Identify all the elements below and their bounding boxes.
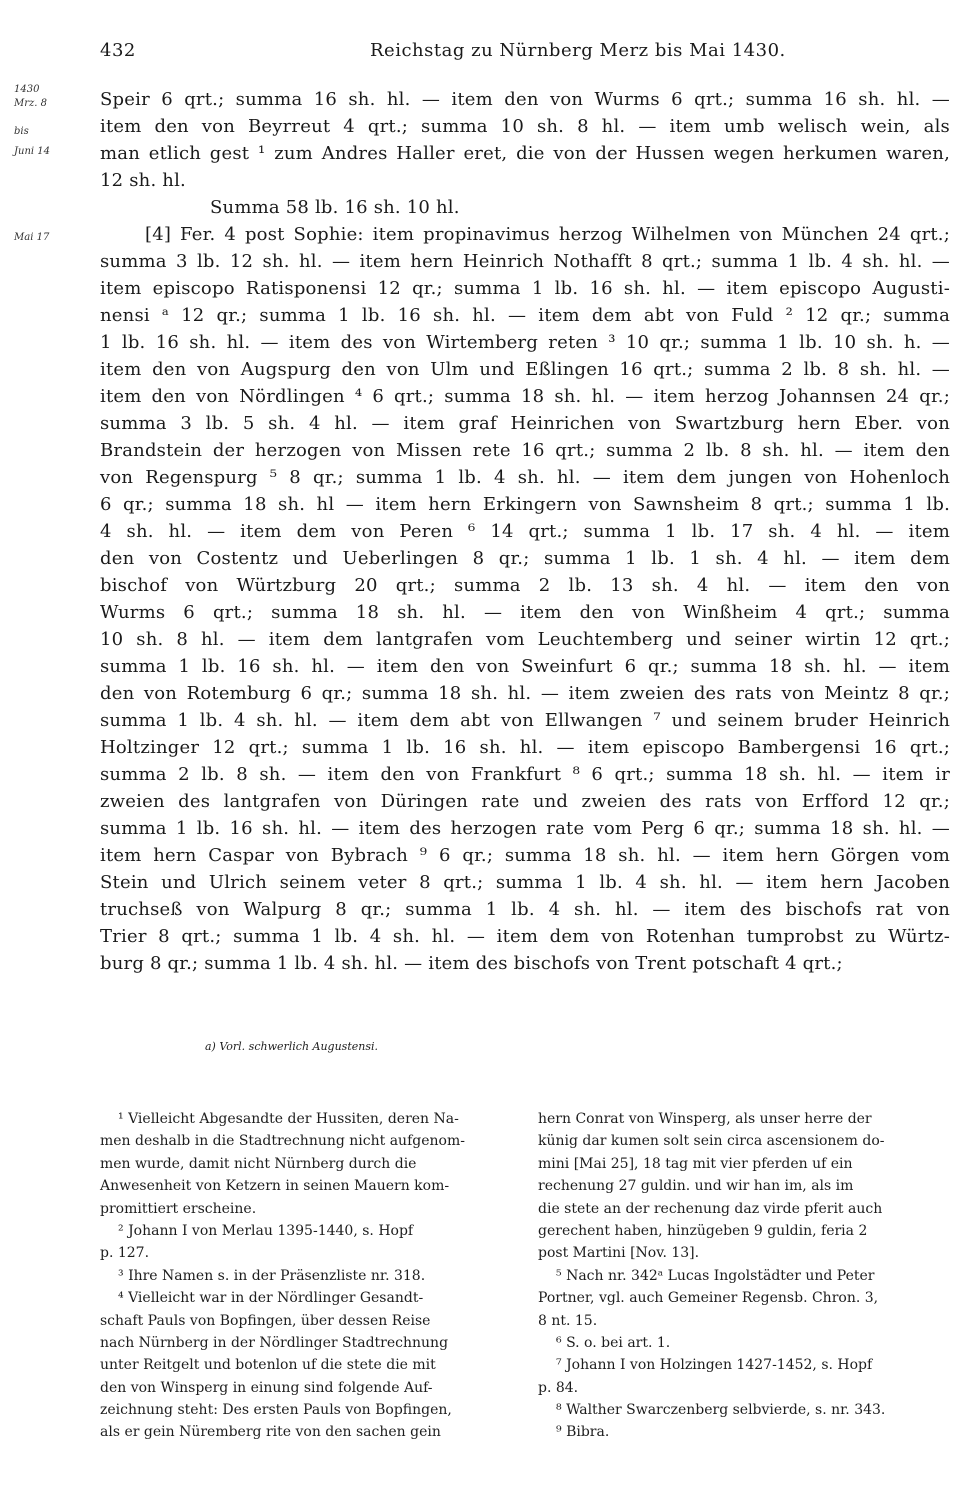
- footnote-line: men deshalb in die Stadtrechnung nicht aufgenom-: [100, 1133, 465, 1150]
- page-number: 432: [100, 40, 136, 61]
- footnote-line: Anwesenheit von Ketzern in seinen Mauern kom-: [100, 1178, 450, 1195]
- page-header: [100, 40, 960, 70]
- footnote-line: unter Reitgelt und botenlon uf die stete die mit: [100, 1357, 436, 1374]
- margin-note-may: Mai 17: [14, 232, 50, 243]
- main-text-line: Wurms 6 qrt.; summa 18 sh. hl. — item den von Winßheim 4 qrt.; summa: [100, 602, 950, 623]
- footnote-line: mini [Mai 25], 18 tag mit vier pferden uf ein: [538, 1155, 853, 1172]
- margin-note-date-start: Mrz. 8: [14, 98, 48, 109]
- footnote-line: ⁵ Nach nr. 342ᵃ Lucas Ingolstädter und Peter: [556, 1267, 875, 1284]
- main-text-line: truchseß von Walpurg 8 qr.; summa 1 lb. 4 sh. hl. — item des bischofs rat von: [100, 899, 950, 920]
- footnote-line: Portner, vgl. auch Gemeiner Regensb. Chron. 3,: [538, 1290, 879, 1307]
- main-text-line: Brandstein der herzogen von Missen rete 16 qrt.; summa 2 lb. 8 sh. hl. — item den: [100, 440, 950, 461]
- footnote-line: ⁴ Vielleicht war in der Nördlinger Gesandt-: [118, 1290, 424, 1307]
- main-text-line: item episcopo Ratisponensi 12 qr.; summa 1 lb. 16 sh. hl. — item episcopo Augusti-: [100, 278, 950, 299]
- main-text-line: 1 lb. 16 sh. hl. — item des von Wirtemberg reten ³ 10 qr.; summa 1 lb. 10 sh. h. —: [100, 332, 950, 353]
- footnote-line: men wurde, damit nicht Nürnberg durch die: [100, 1155, 417, 1172]
- footnote-line: p. 127.: [100, 1245, 150, 1262]
- footnote-line: ⁶ S. o. bei art. 1.: [556, 1334, 671, 1351]
- footnote-line: ¹ Vielleicht Abgesandte der Hussiten, deren Na-: [118, 1111, 459, 1127]
- main-text-line: item den von Beyrreut 4 qrt.; summa 10 sh. 8 hl. — item umb welisch wein, als: [100, 116, 950, 137]
- main-text-line: den von Costentz und Ueberlingen 8 qr.; summa 1 lb. 1 sh. 4 hl. — item dem: [100, 548, 950, 569]
- main-text-line: summa 3 lb. 12 sh. hl. — item hern Heinrich Nothafft 8 qrt.; summa 1 lb. 4 sh. hl. —: [100, 251, 950, 272]
- footnotes-left-column: [100, 1108, 512, 1444]
- main-text-line: 12 sh. hl.: [100, 170, 186, 191]
- footnote-line: nach Nürnberg in der Nördlinger Stadtrechnung: [100, 1334, 449, 1351]
- main-text-line: 4 sh. hl. — item dem von Peren ⁶ 14 qrt.; summa 1 lb. 17 sh. 4 hl. — item: [100, 521, 950, 542]
- footnote-line: die stete an der rechenung daz virde pferit auch: [538, 1200, 883, 1217]
- main-text-line: den von Rotemburg 6 qr.; summa 18 sh. hl. — item zweien des rats von Meintz 8 qr.;: [100, 683, 950, 704]
- footnote-line: schaft Pauls von Bopfingen, über dessen Reise: [100, 1312, 431, 1329]
- margin-note-bis: bis: [14, 126, 29, 137]
- main-text-line: 10 sh. 8 hl. — item dem lantgrafen vom Leuchtemberg und seiner wirtin 12 qrt.;: [100, 629, 950, 650]
- main-text-line: Speir 6 qrt.; summa 16 sh. hl. — item den von Wurms 6 qrt.; summa 16 sh. hl. —: [100, 89, 950, 110]
- main-text-line: Holtzinger 12 qrt.; summa 1 lb. 16 sh. hl. — item episcopo Bambergensi 16 qrt.;: [100, 737, 950, 758]
- main-text-line: burg 8 qr.; summa 1 lb. 4 sh. hl. — item des bischofs von Trent potschaft 4 qrt.;: [100, 953, 843, 974]
- main-text-line: 6 qr.; summa 18 sh. hl — item hern Erkingern von Sawnsheim 8 qrt.; summa 1 lb.: [100, 494, 950, 515]
- footnote-line: zeichnung steht: Des ersten Pauls von Bopfingen,: [100, 1402, 452, 1419]
- footnote-line: 8 nt. 15.: [538, 1312, 598, 1329]
- main-text-line: Summa 58 lb. 16 sh. 10 hl.: [210, 197, 460, 218]
- footnote-line: ³ Ihre Namen s. in der Präsenzliste nr. 318.: [118, 1267, 426, 1284]
- margin-note-date-end: Juni 14: [14, 146, 50, 157]
- main-text-line: Trier 8 qrt.; summa 1 lb. 4 sh. hl. — item dem von Rotenhan tumprobst zu Würtz-: [100, 926, 950, 947]
- main-text-line: item hern Caspar von Bybrach ⁹ 6 qr.; summa 18 sh. hl. — item hern Görgen vom: [100, 845, 950, 866]
- footnote-line: ² Johann I von Merlau 1395-1440, s. Hopf: [118, 1222, 414, 1239]
- footnote-line: rechenung 27 guldin. und wir han im, als im: [538, 1178, 854, 1195]
- main-text-line: summa 1 lb. 4 sh. hl. — item dem abt von Ellwangen ⁷ und seinem bruder Heinrich: [100, 710, 950, 731]
- footnote-line: den von Winsperg in einung sind folgende Auf-: [100, 1379, 433, 1396]
- footnote-line: ⁸ Walther Swarczenberg selbvierde, s. nr. 343.: [556, 1402, 886, 1419]
- main-text-line: summa 1 lb. 16 sh. hl. — item des herzogen rate vom Perg 6 qr.; summa 18 sh. hl. —: [100, 818, 950, 839]
- footnote-line: gerechent haben, hinzügeben 9 guldin, feria 2: [538, 1222, 868, 1239]
- main-text-line: summa 1 lb. 16 sh. hl. — item den von Sweinfurt 6 qr.; summa 18 sh. hl. — item: [100, 656, 950, 677]
- main-text-line: [4] Fer. 4 post Sophie: item propinavimus herzog Wilhelmen von München 24 qrt.;: [145, 224, 950, 245]
- main-text-line: item den von Nördlingen ⁴ 6 qrt.; summa 18 sh. hl. — item herzog Johannsen 24 qr.;: [100, 386, 950, 407]
- running-title: Reichstag zu Nürnberg Merz bis Mai 1430.: [370, 40, 786, 61]
- main-text-line: summa 2 lb. 8 sh. — item den von Frankfurt ⁸ 6 qrt.; summa 18 sh. hl. — item ir: [100, 764, 950, 785]
- main-text-line: von Regenspurg ⁵ 8 qr.; summa 1 lb. 4 sh. hl. — item dem jungen von Hohenloch: [100, 467, 950, 488]
- footnote-line: post Martini [Nov. 13].: [538, 1245, 700, 1262]
- footnote-line: hern Conrat von Winsperg, als unser herre der: [538, 1111, 872, 1127]
- main-text-line: bischof von Würtzburg 20 qrt.; summa 2 lb. 13 sh. 4 hl. — item den von: [100, 575, 950, 596]
- main-text-line: item den von Augspurg den von Ulm und Eßlingen 16 qrt.; summa 2 lb. 8 sh. hl. —: [100, 359, 950, 380]
- editorial-footnote: a) Vorl. schwerlich Augustensi.: [205, 1040, 378, 1053]
- main-text-line: Stein und Ulrich seinem veter 8 qrt.; summa 1 lb. 4 sh. hl. — item hern Jacoben: [100, 872, 950, 893]
- main-text-line: summa 3 lb. 5 sh. 4 hl. — item graf Heinrichen von Swartzburg hern Eber. von: [100, 413, 950, 434]
- margin-note-year: 1430: [14, 84, 40, 95]
- main-text-line: zweien des lantgrafen von Düringen rate und zweien des rats von Erfford 12 qr.;: [100, 791, 950, 812]
- main-text-line: nensi ᵃ 12 qr.; summa 1 lb. 16 sh. hl. — item dem abt von Fuld ² 12 qr.; summa: [100, 305, 950, 326]
- footnote-line: ⁷ Johann I von Holzingen 1427-1452, s. Hopf: [556, 1357, 873, 1374]
- footnotes-right-column: [538, 1108, 950, 1444]
- footnote-line: p. 84.: [538, 1379, 579, 1396]
- footnote-line: promittiert erscheine.: [100, 1200, 257, 1217]
- footnote-line: als er gein Nüremberg rite von den sachen gein: [100, 1424, 441, 1441]
- footnote-line: ⁹ Bibra.: [556, 1424, 610, 1441]
- footnote-line: künig dar kumen solt sein circa ascensionem do-: [538, 1133, 885, 1150]
- main-text-line: man etlich gest ¹ zum Andres Haller eret, die von der Hussen wegen herkumen waren,: [100, 143, 950, 164]
